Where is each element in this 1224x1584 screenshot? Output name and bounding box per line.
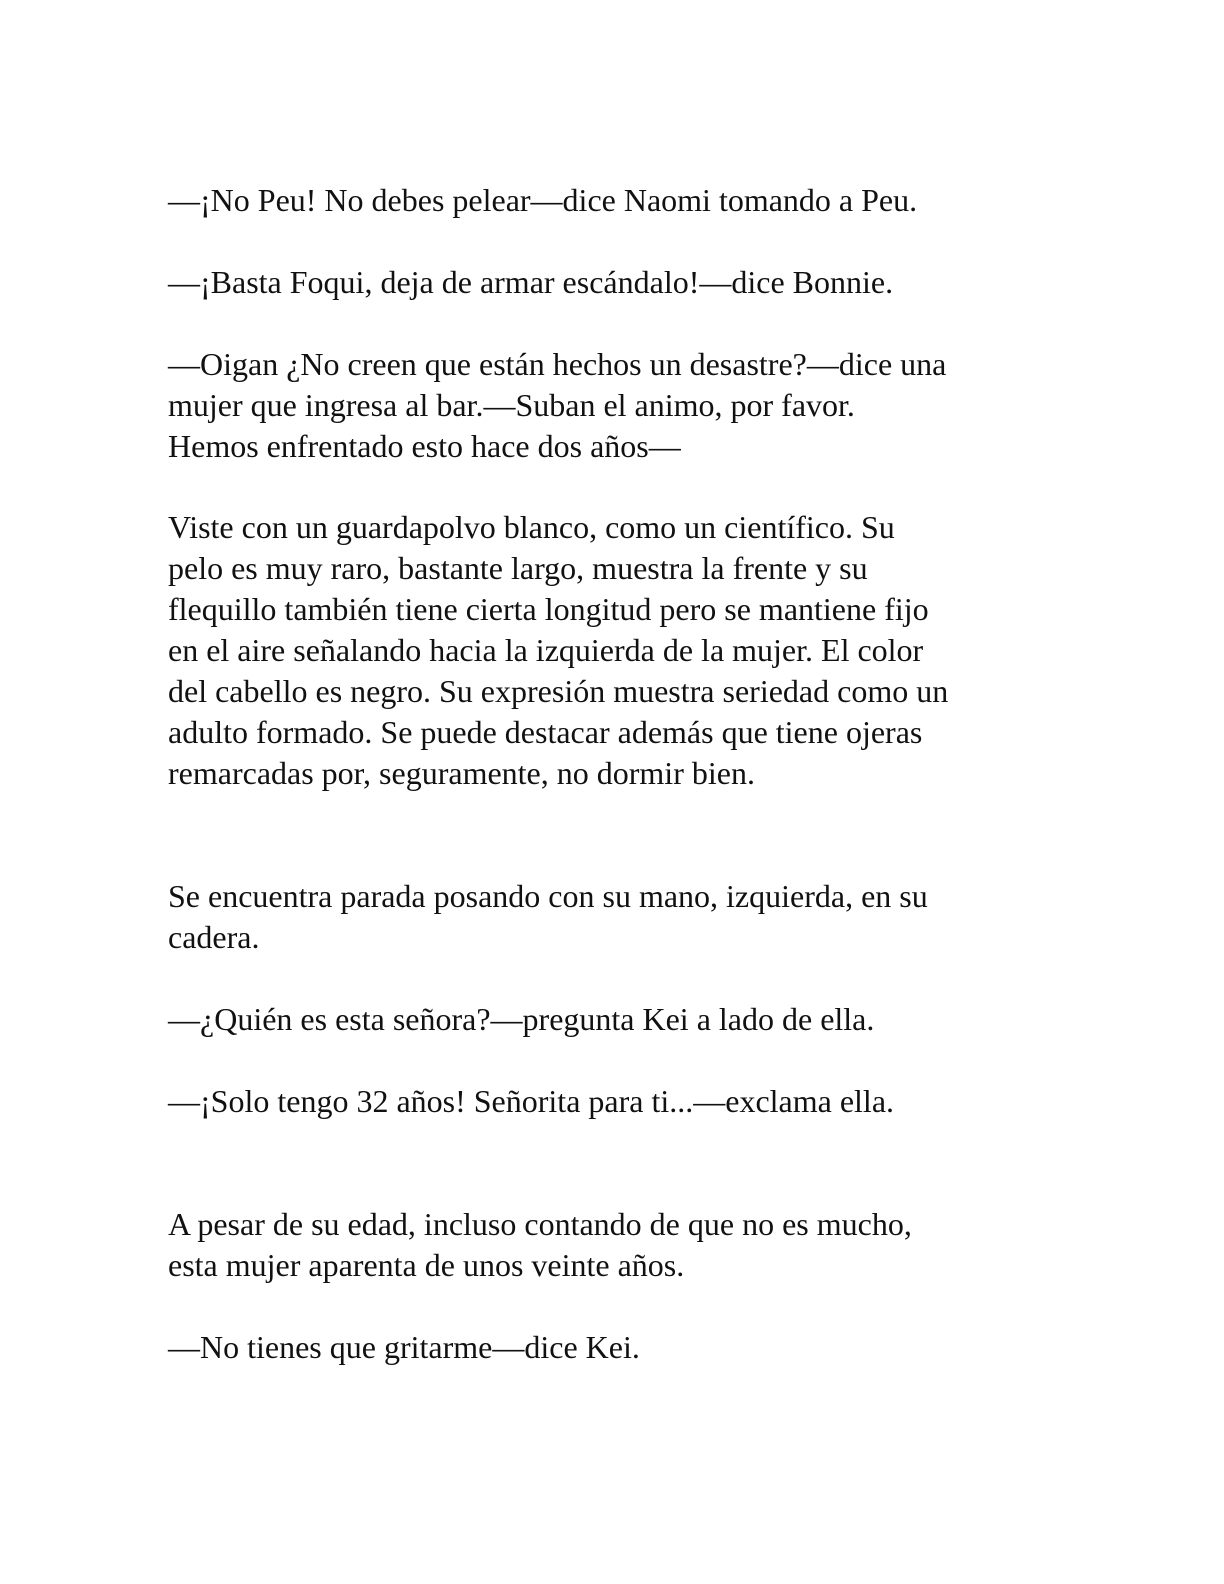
paragraph-4: Viste con un guardapolvo blanco, como un científico. Su pelo es muy raro, bastante largo, muestra la frente y su flequillo también tiene cierta longitud pero se mantiene fijo en el aire señalando hacia la izquierda de la mujer. El color del cabello es negro. Su expresión muestra seriedad como un adulto formado. Se puede destacar además que tiene ojeras remarcadas por, seguramente, no dormir bien. [168, 509, 949, 791]
paragraph-8: A pesar de su edad, incluso contando de que no es mucho, esta mujer aparenta de unos veinte años. [168, 1206, 912, 1283]
paragraph-7: —¡Solo tengo 32 años! Señorita para ti...—exclama ella. [168, 1083, 895, 1119]
paragraph-1: —¡No Peu! No debes pelear—dice Naomi tomando a Peu. [168, 182, 918, 218]
paragraph-6: —¿Quién es esta señora?—pregunta Kei a lado de ella. [168, 1001, 875, 1037]
paragraph-3: —Oigan ¿No creen que están hechos un desastre?—dice una mujer que ingresa al bar.—Suban el animo, por favor. Hemos enfrentado esto hace dos años— [168, 346, 947, 464]
paragraph-9: —No tienes que gritarme—dice Kei. [168, 1329, 640, 1365]
paragraph-5: Se encuentra parada posando con su mano, izquierda, en su cadera. [168, 878, 928, 955]
paragraph-2: —¡Basta Foqui, deja de armar escándalo!—dice Bonnie. [168, 264, 894, 300]
